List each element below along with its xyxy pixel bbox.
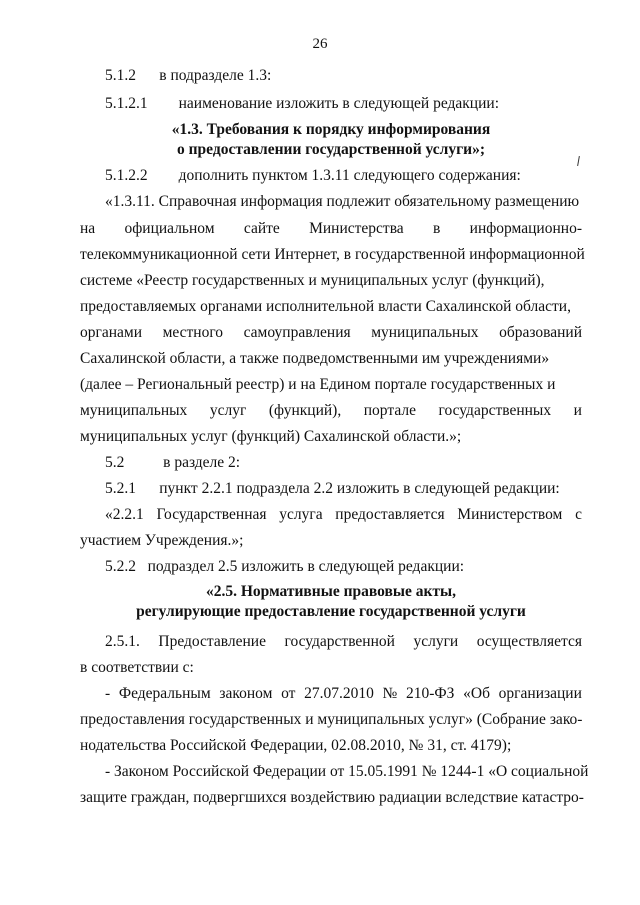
word: «Об (463, 685, 490, 702)
word: образований (499, 324, 582, 341)
paragraph-2-2-1-line: участием Учреждения.»; (80, 532, 244, 549)
word: государственной (284, 633, 395, 650)
clause-5-1-2: 5.1.2 в подразделе 1.3: (105, 67, 272, 84)
word: услуг (209, 402, 247, 419)
word: 210-ФЗ (406, 685, 455, 702)
word: - (105, 685, 111, 702)
section-heading-1-3-line-2: о предоставлении государственной услуги»; (177, 141, 485, 158)
list-item-federal-law-line (105, 684, 582, 704)
paragraph-2-5-1-line (105, 632, 582, 652)
word: и (573, 402, 582, 419)
word: информационно- (469, 220, 582, 237)
word: местного (162, 324, 224, 341)
clause-5-2-1: 5.2.1 пункт 2.2.1 подраздела 2.2 изложить в следующей редакции: (105, 480, 560, 497)
word: осуществляется (476, 633, 582, 650)
word: Предоставление (158, 633, 266, 650)
paragraph-1-3-11-line: (далее – Региональный реестр) и на Едином портале государственных и (80, 376, 556, 393)
word: портале (363, 402, 416, 419)
word: муниципальных (371, 324, 479, 341)
word: государственных (438, 402, 552, 419)
section-heading-1-3-line-1: «1.3. Требования к порядку информирования (171, 121, 491, 138)
paragraph-1-3-11-line: «1.3.11. Справочная информация подлежит обязательному размещению (105, 193, 580, 210)
word: официальном (124, 220, 215, 237)
word: органами (80, 324, 143, 341)
word: услуга (279, 506, 323, 523)
paragraph-1-3-11-line: муниципальных услуг (функций) Сахалинской области.»; (80, 428, 462, 445)
paragraph-1-3-11-line: Сахалинской области, а также подведомственными им учреждениями» (80, 350, 550, 367)
section-heading-2-5-line-2: регулирующие предоставление государственной услуги (136, 603, 526, 620)
clause-5-2-2: 5.2.2 подраздел 2.5 изложить в следующей редакции: (105, 558, 465, 575)
paragraph-1-3-11-line (80, 401, 582, 421)
word: на (80, 220, 96, 237)
page-number: 26 (312, 36, 328, 52)
handwritten-mark (577, 156, 580, 166)
word: муниципальных (80, 402, 188, 419)
list-item-rf-law-line: защите граждан, подвергшихся воздействию радиации вследствие катастро- (80, 789, 584, 806)
paragraph-1-3-11-line: системе «Реестр государственных и муниципальных услуг (функций), (80, 272, 545, 289)
word: 2.5.1. (105, 633, 140, 650)
clause-5-1-2-2: 5.1.2.2 дополнить пунктом 1.3.11 следующего содержания: (105, 167, 521, 184)
word: предоставляется (335, 506, 445, 523)
word: в (433, 220, 441, 237)
word: организации (498, 685, 582, 702)
word: 27.07.2010 (304, 685, 374, 702)
paragraph-1-3-11-line (80, 219, 582, 239)
word: законом (219, 685, 273, 702)
paragraph-2-5-1-line: в соответствии с: (80, 659, 194, 676)
list-item-rf-law-line: - Законом Российской Федерации от 15.05.1991 № 1244-1 «О социальной (105, 763, 589, 780)
word: «2.2.1 (105, 506, 144, 523)
section-heading-2-5-line-1: «2.5. Нормативные правовые акты, (206, 583, 456, 600)
paragraph-1-3-11-line (80, 323, 582, 343)
list-item-federal-law-line: нодательства Российской Федерации, 02.08.2010, № 31, ст. 4179); (80, 737, 512, 754)
list-item-federal-law-line: предоставления государственных и муниципальных услуг» (Собрание зако- (80, 711, 583, 728)
word: сайте (243, 220, 280, 237)
word: от (281, 685, 296, 702)
word: № (382, 685, 398, 702)
word: с (575, 506, 582, 523)
word: Государственная (156, 506, 267, 523)
word: (функций), (268, 402, 342, 419)
word: услуги (413, 633, 459, 650)
word: Федеральным (118, 685, 211, 702)
word: самоуправления (243, 324, 351, 341)
paragraph-1-3-11-line: предоставляемых органами исполнительной власти Сахалинской области, (80, 298, 571, 315)
clause-5-1-2-1: 5.1.2.1 наименование изложить в следующей редакции: (105, 95, 500, 112)
paragraph-1-3-11-line: телекоммуникационной сети Интернет, в государственной информационной (80, 246, 585, 263)
word: Министерством (457, 506, 563, 523)
word: Министерства (309, 220, 404, 237)
clause-5-2: 5.2 в разделе 2: (105, 454, 241, 471)
paragraph-2-2-1-line (105, 505, 582, 525)
